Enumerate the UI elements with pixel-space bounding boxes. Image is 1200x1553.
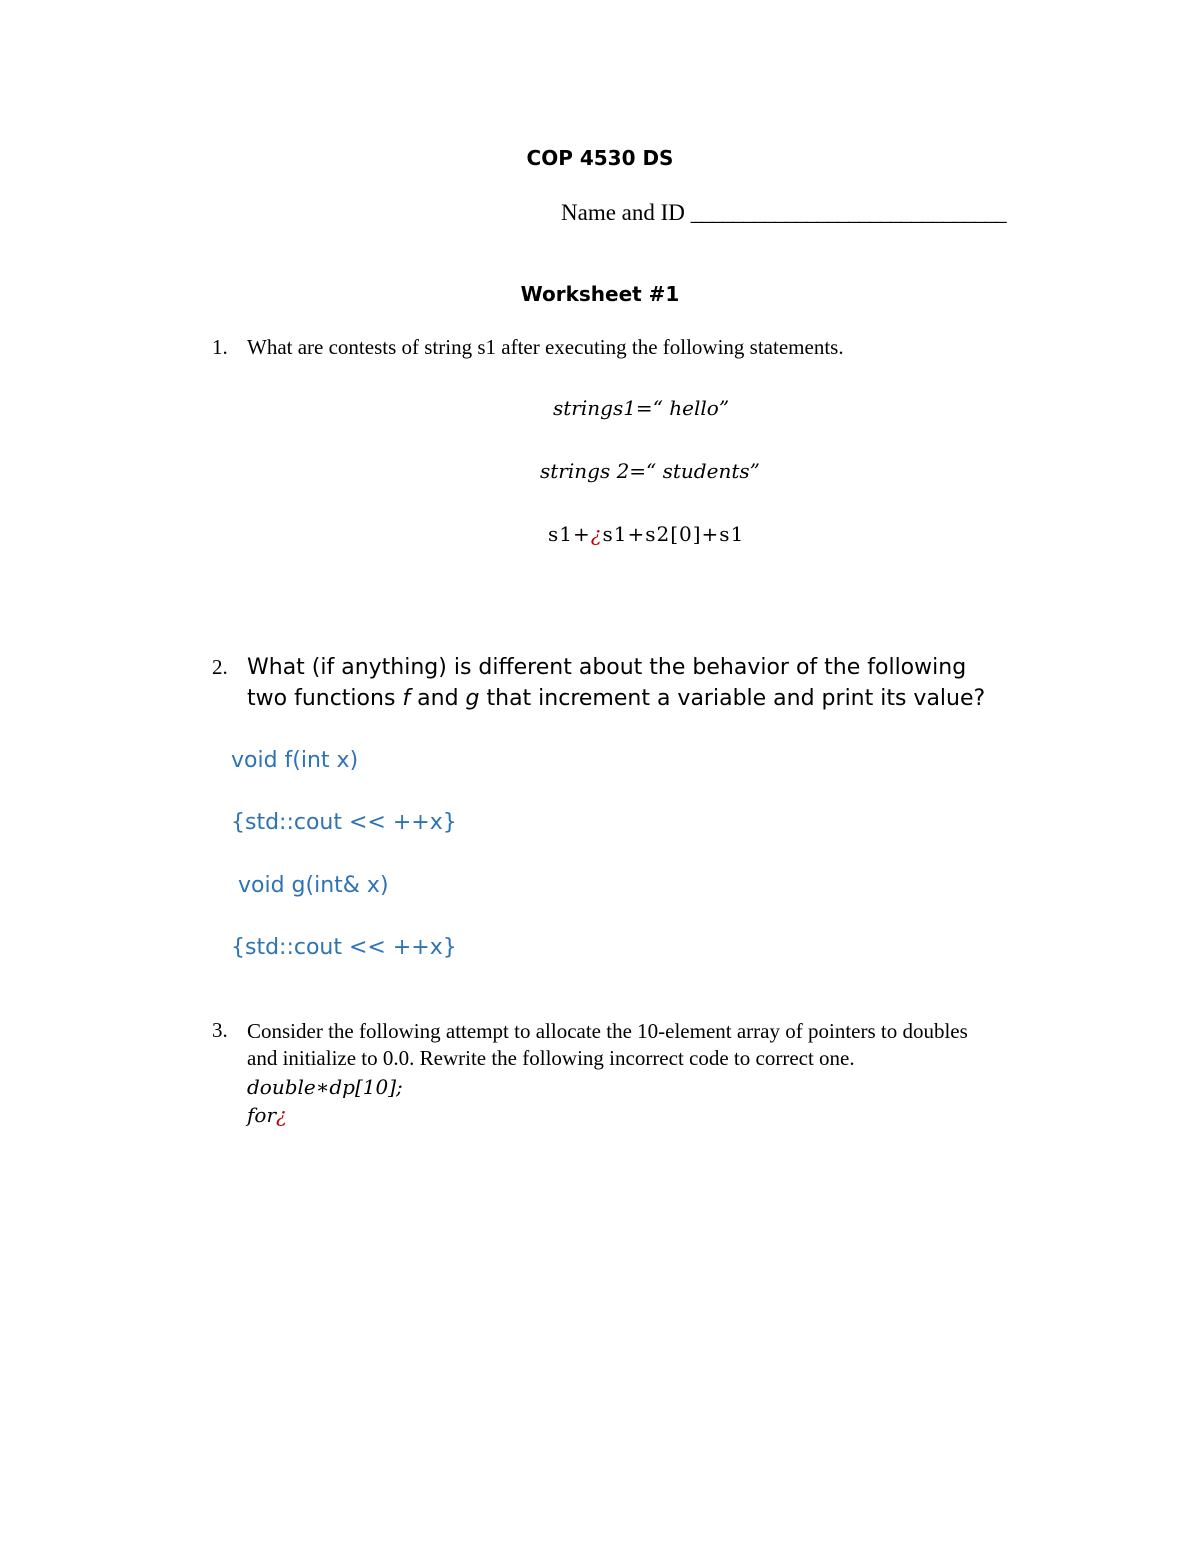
code-line-f-signature: void f(int x) — [231, 748, 359, 773]
q3-number: 3. — [212, 1018, 228, 1042]
q2-line-1: What (if anything) is different about the behavior of the following — [247, 655, 967, 680]
code-line-f-body: {std::cout << ++x} — [231, 810, 457, 835]
q2-text — [247, 652, 985, 714]
q1-equation-2: strings 2=“ students” — [540, 459, 760, 483]
q2-f-symbol: f — [402, 686, 411, 711]
q3-line-2: and initialize to 0.0. Rewrite the following incorrect code to correct one. — [247, 1046, 855, 1070]
q3-text — [247, 1018, 968, 1072]
q2-line-2-b: and — [410, 686, 466, 711]
q3-code — [247, 1073, 403, 1129]
worksheet-title: Worksheet #1 — [520, 282, 680, 306]
eq3-part-a: s1+ — [548, 522, 591, 546]
q3-line-1: Consider the following attempt to allocate the 10-element array of pointers to doubles — [247, 1019, 968, 1043]
code-line-g-signature: void g(int& x) — [238, 873, 389, 898]
q2-line-2 — [247, 683, 985, 714]
q3-math-line-1: double∗dp[10]; — [247, 1075, 403, 1099]
course-title: COP 4530 DS — [526, 146, 674, 170]
q1-number: 1. — [212, 335, 228, 359]
q1-text: What are contests of string s1 after executing the following statements. — [247, 335, 844, 359]
q1-equation-1: strings1=“ hello” — [553, 396, 730, 420]
q3-inverted-question: ¿ — [276, 1103, 287, 1127]
name-label: Name and ID — [561, 200, 685, 225]
q2-number: 2. — [212, 655, 228, 679]
q2-g-symbol: g — [465, 686, 480, 711]
q3-for-keyword: for — [247, 1103, 277, 1127]
q3-math-line-2 — [247, 1101, 403, 1129]
code-line-g-body: {std::cout << ++x} — [231, 935, 457, 960]
eq3-part-c: s1+s2[0]+s1 — [602, 522, 745, 546]
q1-equation-3 — [548, 522, 744, 546]
name-and-id-line — [561, 200, 1006, 226]
name-blank: ______________________________ — [690, 200, 1006, 225]
eq3-inverted-question: ¿ — [590, 522, 603, 546]
q2-line-2-c: that increment a variable and print its value? — [479, 686, 986, 711]
q2-line-2-a: two functions — [247, 686, 403, 711]
